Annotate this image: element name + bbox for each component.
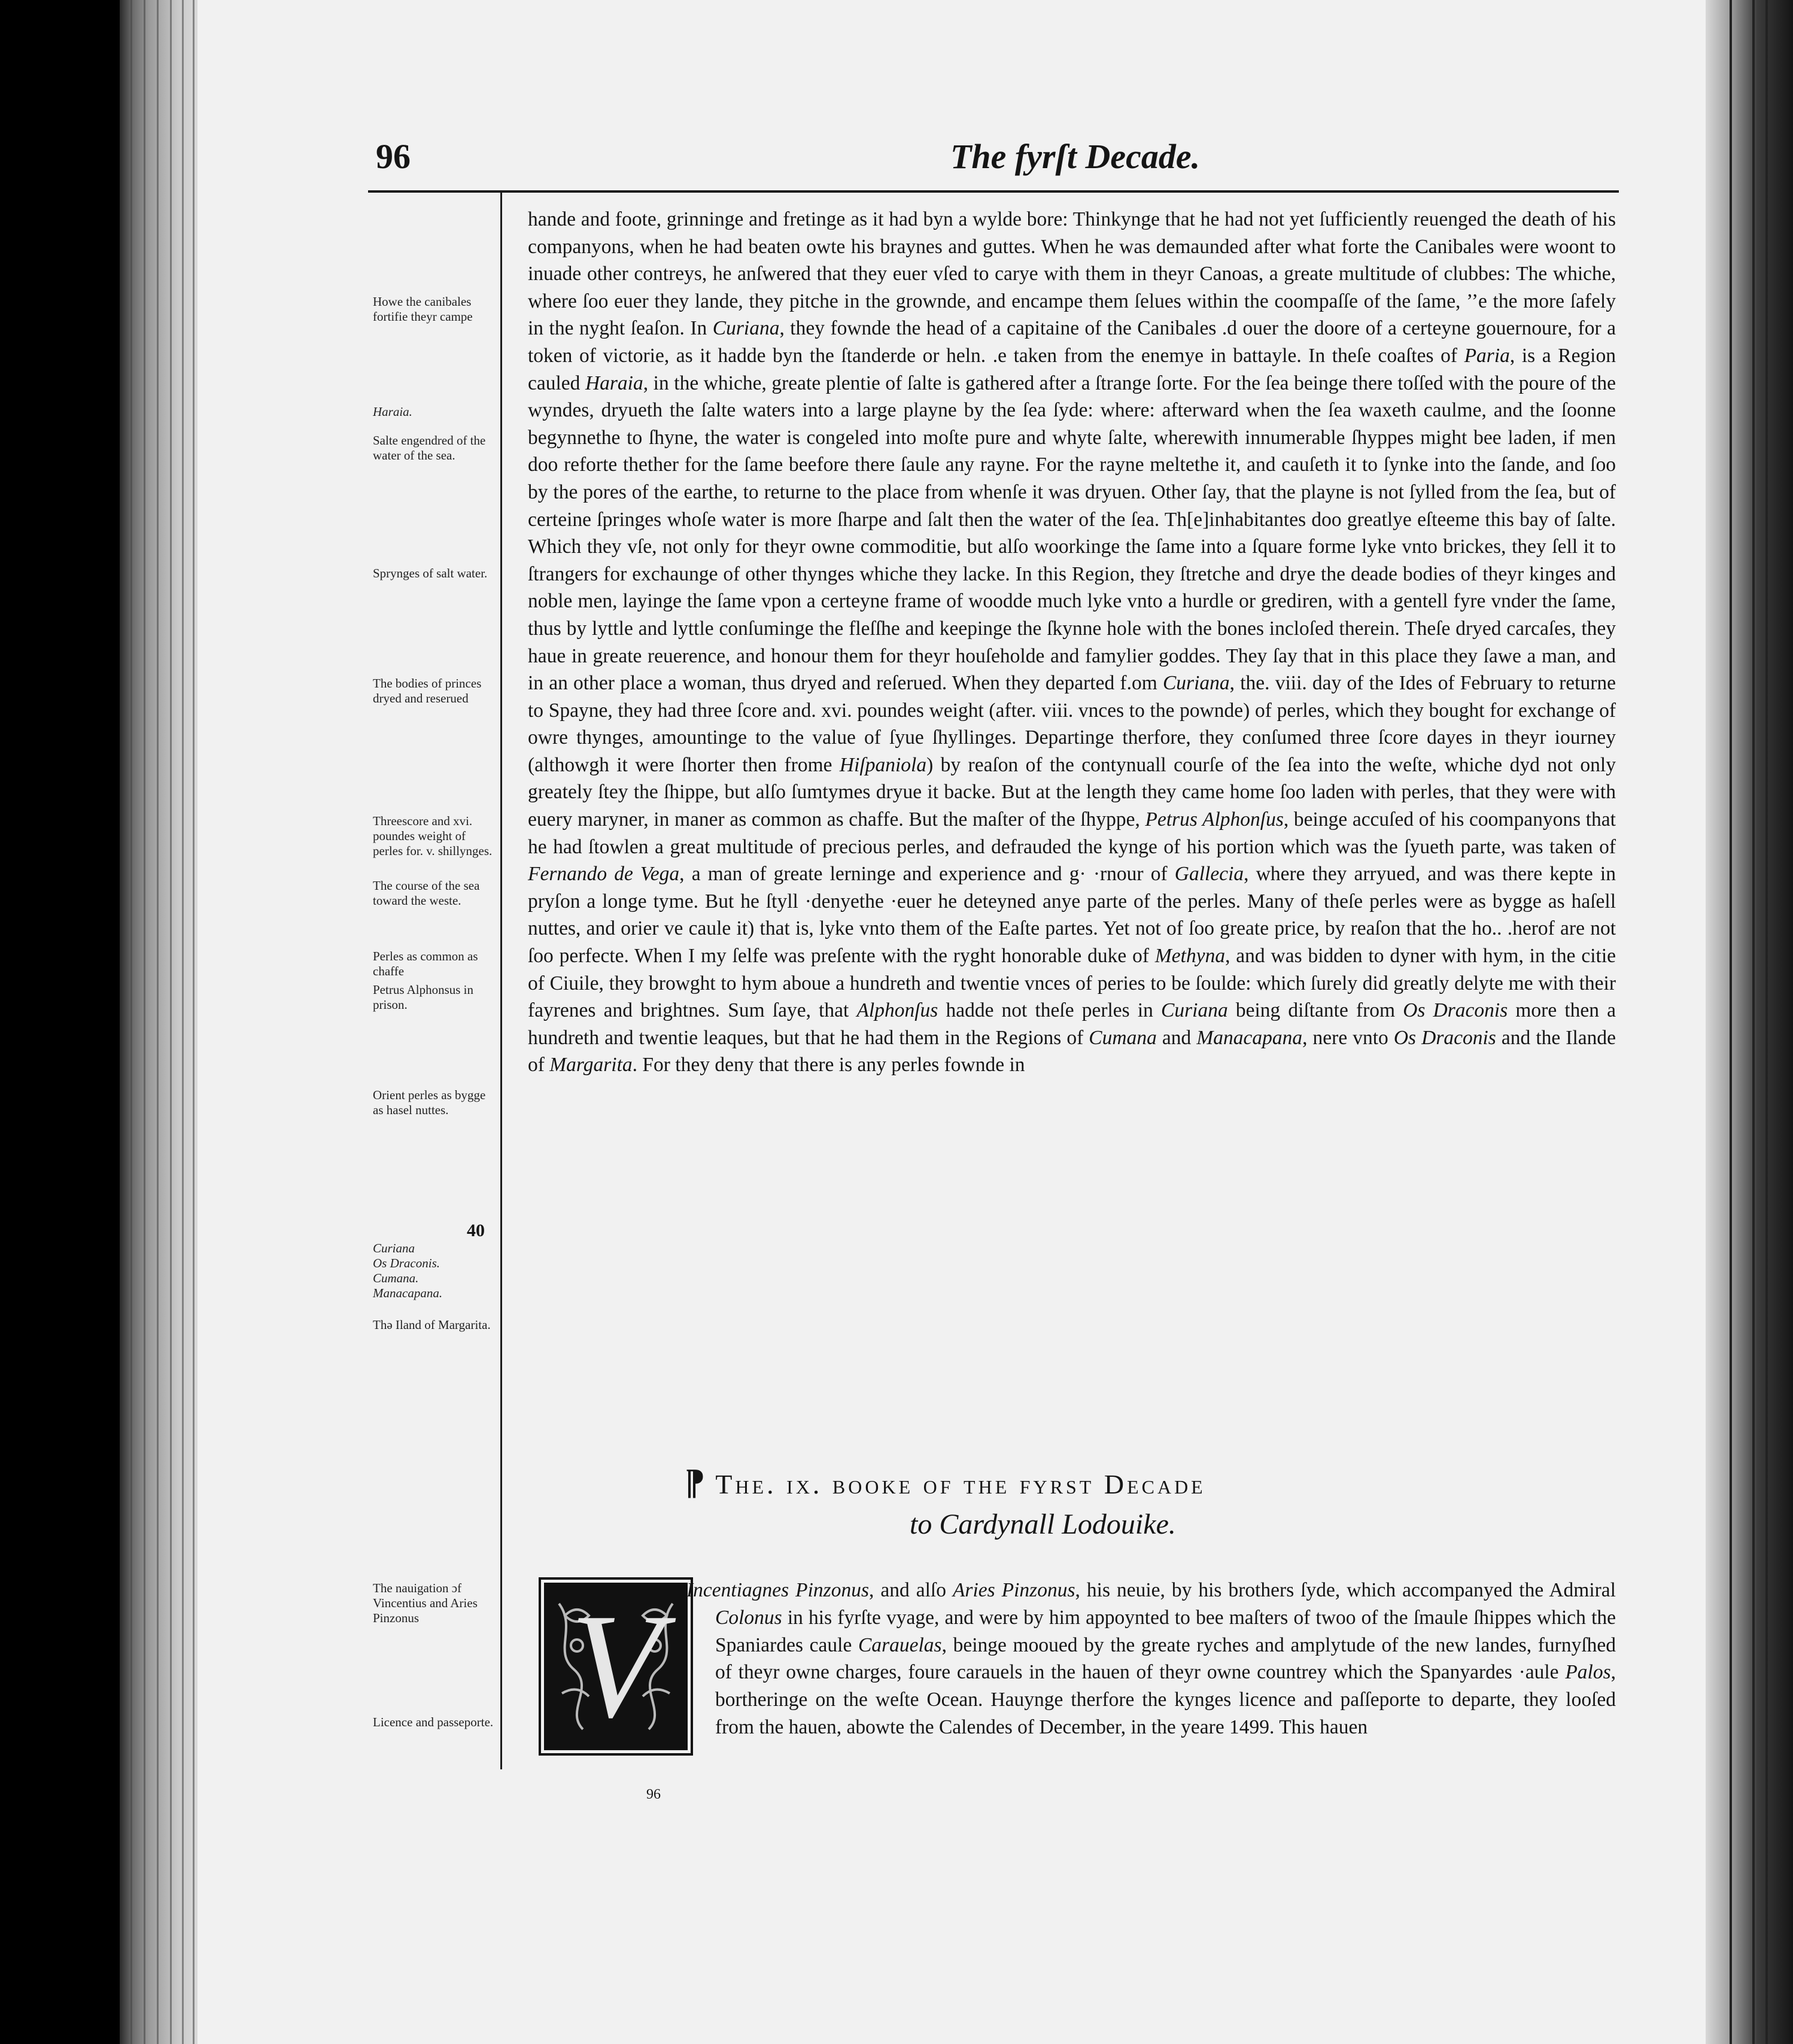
margin-note-margarita: Thə Iland of Margarita. [373, 1318, 491, 1332]
chapter-body-text: Incentiagnes Pinzonus, and alſo Aries Pinzonus, his neuie, by his brothers ſyde, which accompanyed the Admiral Colonus in his fyrſte vyage, and were by him appoynted to bee maſters of twoo of the ſmaule ſhippes which the Spaniardes caule Carauelas, beinge mooued by the greate ryches and amplytude of the new landes, furnyſhed of theyr owne charges, foure carauels in the hauen of theyr owne countrey which the Spanyardes ·aule Palos, bortheringe on the weſte Ocean. Hauynge therfore the kynges licence and paſſeporte to departe, they looſed from the hauen, abowte the Calendes of December, in the yeare 1499. This hauen [686, 1579, 1616, 1738]
pilcrow-icon: ¶ [682, 1462, 705, 1501]
chapter-subtitle: to Cardynall Lodouike. [910, 1508, 1176, 1540]
margin-note-petrus: Petrus Alphonsus in prison. [373, 983, 474, 1012]
page-number: 96 [376, 137, 411, 176]
margin-note-nauigation: The nauigation ɔf Vincentius and Aries Pinzonus [373, 1581, 478, 1625]
margin-note-places [373, 1241, 496, 1301]
running-head: The fyrſt Decade. [950, 137, 1201, 176]
main-body-text: hande and foote, grinninge and fretinge as it had byn a wylde bore: Thinkynge that he had not yet ſufficiently reuenged the death of his companyons, when he had beaten owte his braynes and guttes. When he was demaunded after what forte the Canibales were woont to inuade other contreys, he anſwered that they euer vſed to carye with them in theyr Canoas, a greate multitude of clubbes: The whiche, where ſoo euer they lande, they pitche in the grownde, and encampe them ſelues within the coompaſſe of the ſame, ’’e the more ſafely in the nyght ſeaſon. In Curiana, they fownde the head of a capitaine of the Canibales .d ouer the doore of a certeyne gouernoure, for a token of victorie, as it hadde byn the ſtanderde or heln. .e taken from the enemye in battayle. In theſe coaſtes of Paria, is a Region cauled Haraia, in the whiche, greate plentie of ſalte is gathered after a ſtrange ſorte. For the ſea beinge there toſſed with the poure of the wyndes, dryueth the ſalte waters into a large playne by the ſea ſyde: where: afterward when the ſea waxeth caulme, and the ſoonne begynnethe to ſhyne, the water is congeled into moſte pure and whyte ſalte, wherewith innumerable ſhyppes might bee laden, if men doo reforte thether for the ſame beefore there ſaule any rayne. For the rayne meltethe it, and cauſeth it to ſynke into the ſande, and ſoo by the pores of the earthe, to returne to the place from whenſe it was dryuen. Other ſay, that the playne is not ſylled from the ſea, but of certeine ſpringes whoſe water is more ſharpe and ſalt then the water of the ſea. Th[e]inhabitantes doo greatlye eſteeme this bay of ſalte. Which they vſe, not only for theyr owne commoditie, but alſo woorkinge the ſame into a ſquare forme lyke vnto brickes, they ſell it to ſtrangers for exchaunge of other thynges whiche they lacke. In this Region, they ſtretche and drye the deade bodies of theyr kinges and noble men, layinge the ſame vpon a certeyne frame of woodde much lyke vnto a hurdle or grediren, with a gentell fyre vnder the ſame, thus by lyttle and lyttle conſuminge the fleſſhe and keepinge the ſkynne hole with the bones incloſed therein. Theſe dryed carcaſes, they haue in greate reuerence, and honour them for theyr houſeholde and famylier goddes. They ſay that in this place they ſawe a man, and in an other place a woman, thus dryed and reſerued. When they departed f.om Curiana, the. viii. day of the Ides of February to returne to Spayne, they had three ſcore and. xvi. poundes weight (after. viii. vnces to the pownde) of perles, which they bought for exchange of owre thynges, amountinge to the value of ſyue ſhyllinges. Departinge therfore, they conſumed three ſcore dayes in theyr iourney (althowgh it were ſhorter then frome Hiſpaniola) by reaſon of the contynuall courſe of the ſea into the weſte, whiche dyd not only greately ſtey the ſhippe, but alſo ſumtymes dryue it backe. But at the length they came home ſoo laden with perles, that they were with euery maryner, in maner as common as chaffe. But the maſter of the ſhyppe, Petrus Alphonſus, beinge accuſed of his coompanyons that he had ſtowlen a great multitude of precious perles, and defrauded the kynge of his portion which was the ſyueth parte, was taken of Fernando de Vega, a man of greate lerninge and experience and g· ·rnour of Gallecia, where they arryued, and was there kepte in pryſon a longe tyme. But he ſtyll ·denyethe ·euer he deteyned anye parte of the perles. Many of theſe perles were as bygge as haſell nuttes, and orier ve caule it) that is, lyke vnto them of the Eaſte partes. Yet not of ſoo greate price, by reaſon that the ho.. .herof are not ſoo perfecte. When I my ſelfe was preſente with the ryght honorable duke of Methyna, and was bidden to dyner with hym, in the citie of Ciuile, they browght to hym aboue a hundreth and twentie vnces of peries to be ſoulde: which ſurely did greatly delyte me with their fayrenes and brightnes. Sum ſaye, that Alphonſus hadde not theſe perles in Curiana being diſtante from Os Draconis more then a hundreth and twentie leaques, but that he had them in the Regions of Cumana and Manacapana, nere vnto Os Draconis and the Ilande of Margarita. For they deny that there is any perles fownde in [528, 208, 1616, 1076]
margin-place: Manacapana. [373, 1286, 443, 1300]
chapter-heading: ¶ The. ix. booke of the fyrst Decade [682, 1462, 1206, 1501]
book-edge-right [1706, 0, 1793, 2044]
margin-note-threescore: Threescore and xvi. poundes weight of perles for. v. shillynges. [373, 814, 493, 858]
margin-place: Curiana [373, 1241, 415, 1255]
margin-note-salte: Salte engendred of the water of the sea. [373, 433, 486, 463]
margin-place: Os Draconis. [373, 1256, 440, 1270]
margin-place: Cumana. [373, 1271, 419, 1285]
margin-note-sprynges: Sprynges of salt water. [373, 566, 488, 580]
margin-note-haraia: Haraia. [373, 404, 412, 419]
margin-note-perles-chaffe: Perles as common as chaffe [373, 949, 478, 978]
header-rule [368, 190, 1619, 193]
decorated-initial [539, 1577, 693, 1756]
signature-mark: 96 [646, 1787, 661, 1802]
margin-note-licence: Licence and passeporte. [373, 1715, 494, 1729]
dropcap-letter: V [570, 1583, 662, 1749]
margin-note-bodies: The bodies of princes dryed and reserued [373, 676, 482, 705]
margin-column-rule [500, 193, 502, 1769]
margin-note-orient: Orient perles as bygge as hasel nuttes. [373, 1088, 486, 1117]
margin-note-course: The course of the sea toward the weste. [373, 878, 480, 908]
book-edge-left [120, 0, 203, 2044]
line-number: 40 [467, 1221, 485, 1240]
margin-note-campe: Howe the canibales fortifie theyr campe [373, 294, 473, 324]
